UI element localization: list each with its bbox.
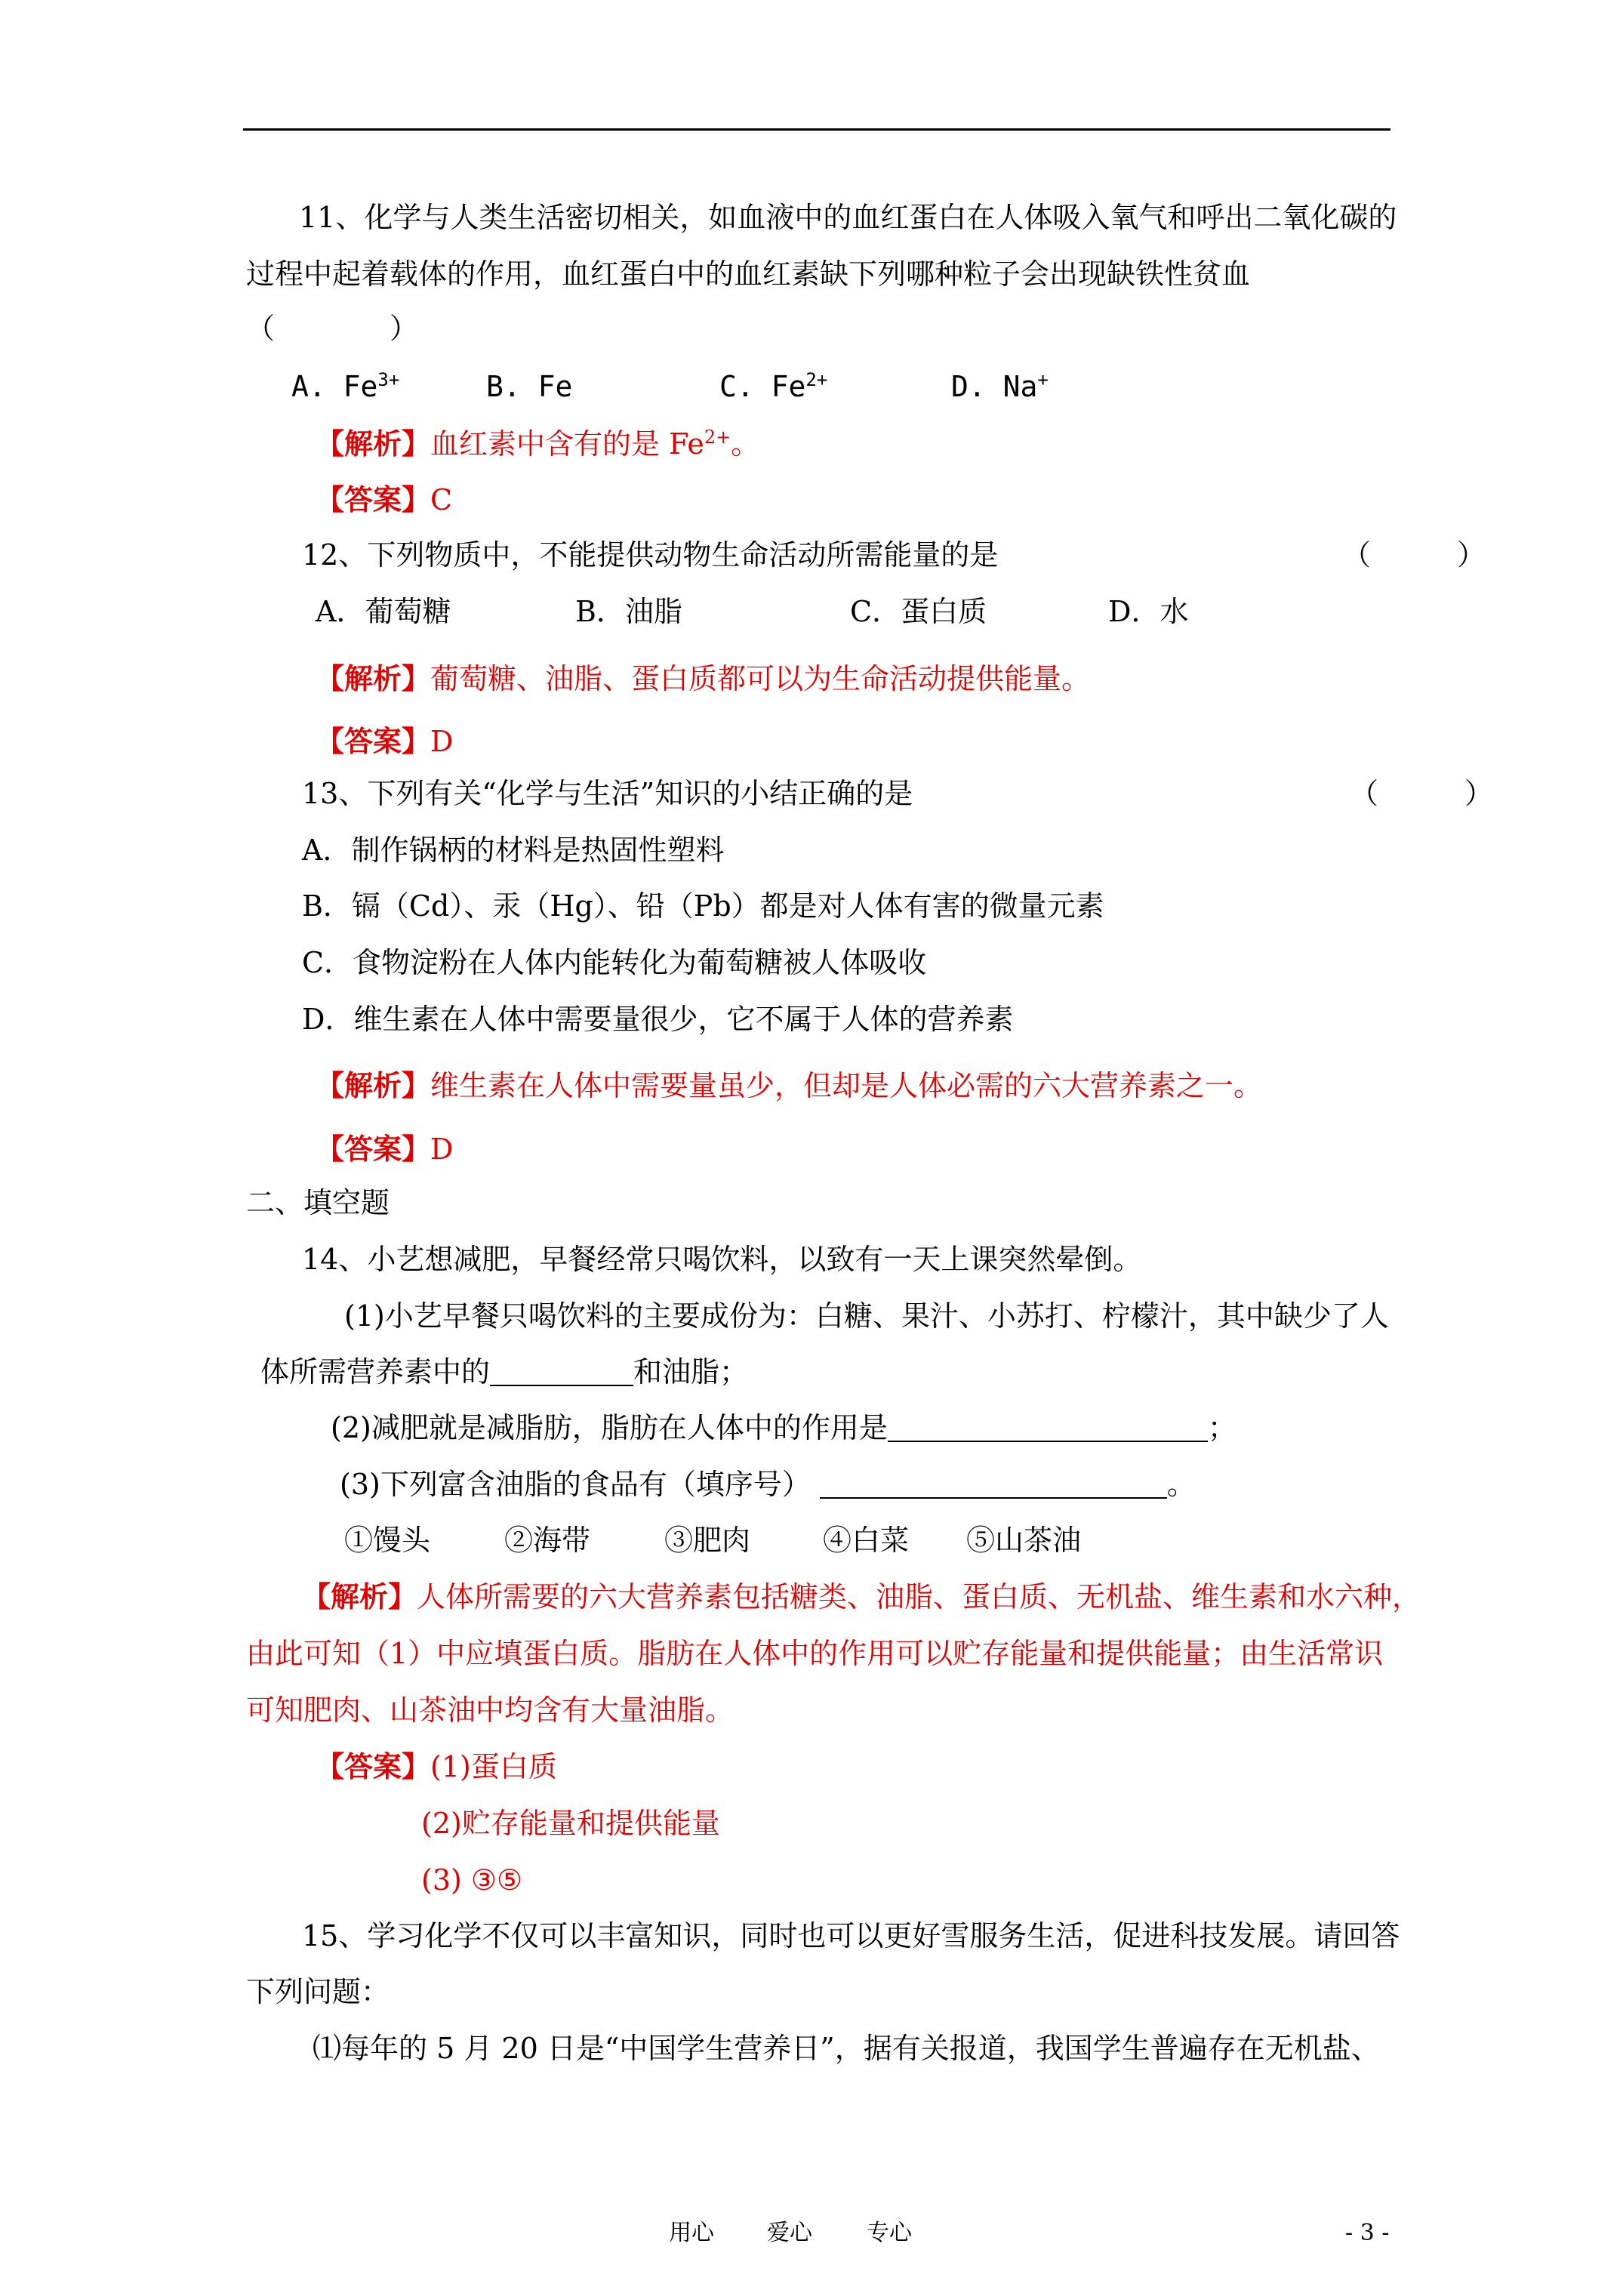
q14-part2: (2)减肥就是减脂肪，脂肪在人体中的作用是 ； xyxy=(331,1411,1236,1444)
q14-analysis-line3: 可知肥肉、山茶油中均含有大量油脂。 xyxy=(246,1693,735,1727)
q11-option-c: C. $Fe^{2+}$ xyxy=(719,369,828,403)
q13-option-c: C．食物淀粉在人体内能转化为葡萄糖被人体吸收 xyxy=(302,946,927,979)
answer-label: 【答案】 xyxy=(316,1132,431,1166)
q15-line1: 15、学习化学不仅可以丰富知识，同时也可以更好雪服务生活，促进科技发展。请回答 xyxy=(302,1919,1400,1952)
q11-option-d: D. Na+ xyxy=(951,369,1049,403)
footer-text-1: 用心 xyxy=(669,2220,714,2246)
q11-answer: 【答案】C xyxy=(316,482,453,516)
q12-answer: 【答案】D xyxy=(316,724,454,758)
q15-line2: 下列问题： xyxy=(246,1975,390,2008)
q14-part3: (3)下列富含油脂的食品有（填序号） 。 xyxy=(340,1468,1196,1501)
analysis-label: 【解析】 xyxy=(302,1579,417,1613)
q14-stem: 14、小艺想减肥，早餐经常只喝饮料，以致有一天上课突然晕倒。 xyxy=(302,1243,1142,1276)
q12-option-b: B．油脂 xyxy=(575,595,682,628)
q12-paren: （ ） xyxy=(1342,538,1486,572)
answer-label: 【答案】 xyxy=(316,724,431,758)
q14-part1-line1: (1)小艺早餐只喝饮料的主要成份为：白糖、果汁、小苏打、柠檬汁，其中缺少了人 xyxy=(344,1299,1389,1333)
q13-option-d: D．维生素在人体中需要量很少，它不属于人体的营养素 xyxy=(302,1003,1014,1036)
q15-line3: ⑴每年的 5 月 20 日是“中国学生营养日”，据有关报道，我国学生普遍存在无机盐、 xyxy=(313,2032,1380,2065)
q13-stem: 13、下列有关“化学与生活”知识的小结正确的是 xyxy=(302,777,913,810)
footer-text-3: 专心 xyxy=(867,2220,912,2246)
q14-answer-2: (2)贮存能量和提供能量 xyxy=(421,1807,720,1840)
analysis-label: 【解析】 xyxy=(316,1068,431,1102)
section-heading: 二、填空题 xyxy=(246,1186,390,1219)
q14-part1-line2: 体所需营养素中的 和油脂； xyxy=(260,1355,749,1388)
q13-option-a: A．制作锅柄的材料是热固性塑料 xyxy=(302,834,725,867)
q14-choice-3: ③肥肉 xyxy=(664,1524,751,1557)
q13-option-b: B．镉（Cd）、汞（Hg）、铅（Pb）都是对人体有害的微量元素 xyxy=(302,889,1104,923)
q14-analysis-line1: 【解析】人体所需要的六大营养素包括糖类、油脂、蛋白质、无机盐、维生素和水六种， xyxy=(302,1579,1421,1613)
analysis-label: 【解析】 xyxy=(316,661,431,695)
q13-answer: 【答案】D xyxy=(316,1132,454,1166)
q14-blank-3[interactable] xyxy=(820,1469,1167,1499)
q11-option-a: A. $Fe^{3+}$ xyxy=(291,369,400,403)
q13-analysis: 【解析】维生素在人体中需要量虽少，但却是人体必需的六大营养素之一。 xyxy=(316,1068,1263,1102)
answer-label: 【答案】 xyxy=(316,1749,431,1783)
q12-analysis: 【解析】葡萄糖、油脂、蛋白质都可以为生命活动提供能量。 xyxy=(316,661,1091,695)
q11-line1: 11、化学与人类生活密切相关，如血液中的血红蛋白在人体吸入氧气和呼出二氧化碳的 xyxy=(299,201,1397,234)
q14-choice-1: ①馒头 xyxy=(344,1524,431,1557)
q14-blank-2[interactable] xyxy=(888,1412,1208,1442)
q11-line2: 过程中起着载体的作用，血红蛋白中的血红素缺下列哪种粒子会出现缺铁性贫血 xyxy=(246,257,1251,291)
q12-option-d: D．水 xyxy=(1108,595,1189,628)
q11-option-b: B. Fe xyxy=(486,370,573,403)
q14-choice-4: ④白菜 xyxy=(823,1524,910,1557)
q12-option-c: C．蛋白质 xyxy=(850,595,987,628)
analysis-label: 【解析】 xyxy=(316,427,431,461)
header-rule xyxy=(243,128,1390,131)
page-number: - 3 - xyxy=(1345,2220,1390,2246)
q14-answer-3: (3) ③⑤ xyxy=(421,1863,523,1897)
q12-stem: 12、下列物质中，不能提供动物生命活动所需能量的是 xyxy=(302,538,999,572)
q11-paren: （ ） xyxy=(246,312,419,345)
q14-blank-1[interactable] xyxy=(490,1356,633,1386)
q13-paren: （ ） xyxy=(1350,777,1494,810)
q14-choice-2: ②海带 xyxy=(504,1524,591,1557)
q14-choice-5: ⑤山茶油 xyxy=(966,1524,1082,1557)
q11-analysis: 【解析】血红素中含有的是 $Fe^{2+}$。 xyxy=(316,427,760,461)
answer-label: 【答案】 xyxy=(316,482,431,516)
footer-text-2: 爱心 xyxy=(767,2220,812,2246)
q14-answer-1: 【答案】(1)蛋白质 xyxy=(316,1749,557,1783)
q14-analysis-line2: 由此可知（1）中应填蛋白质。脂肪在人体中的作用可以贮存能量和提供能量；由生活常识 xyxy=(246,1637,1384,1670)
q12-option-a: A．葡萄糖 xyxy=(316,595,451,628)
